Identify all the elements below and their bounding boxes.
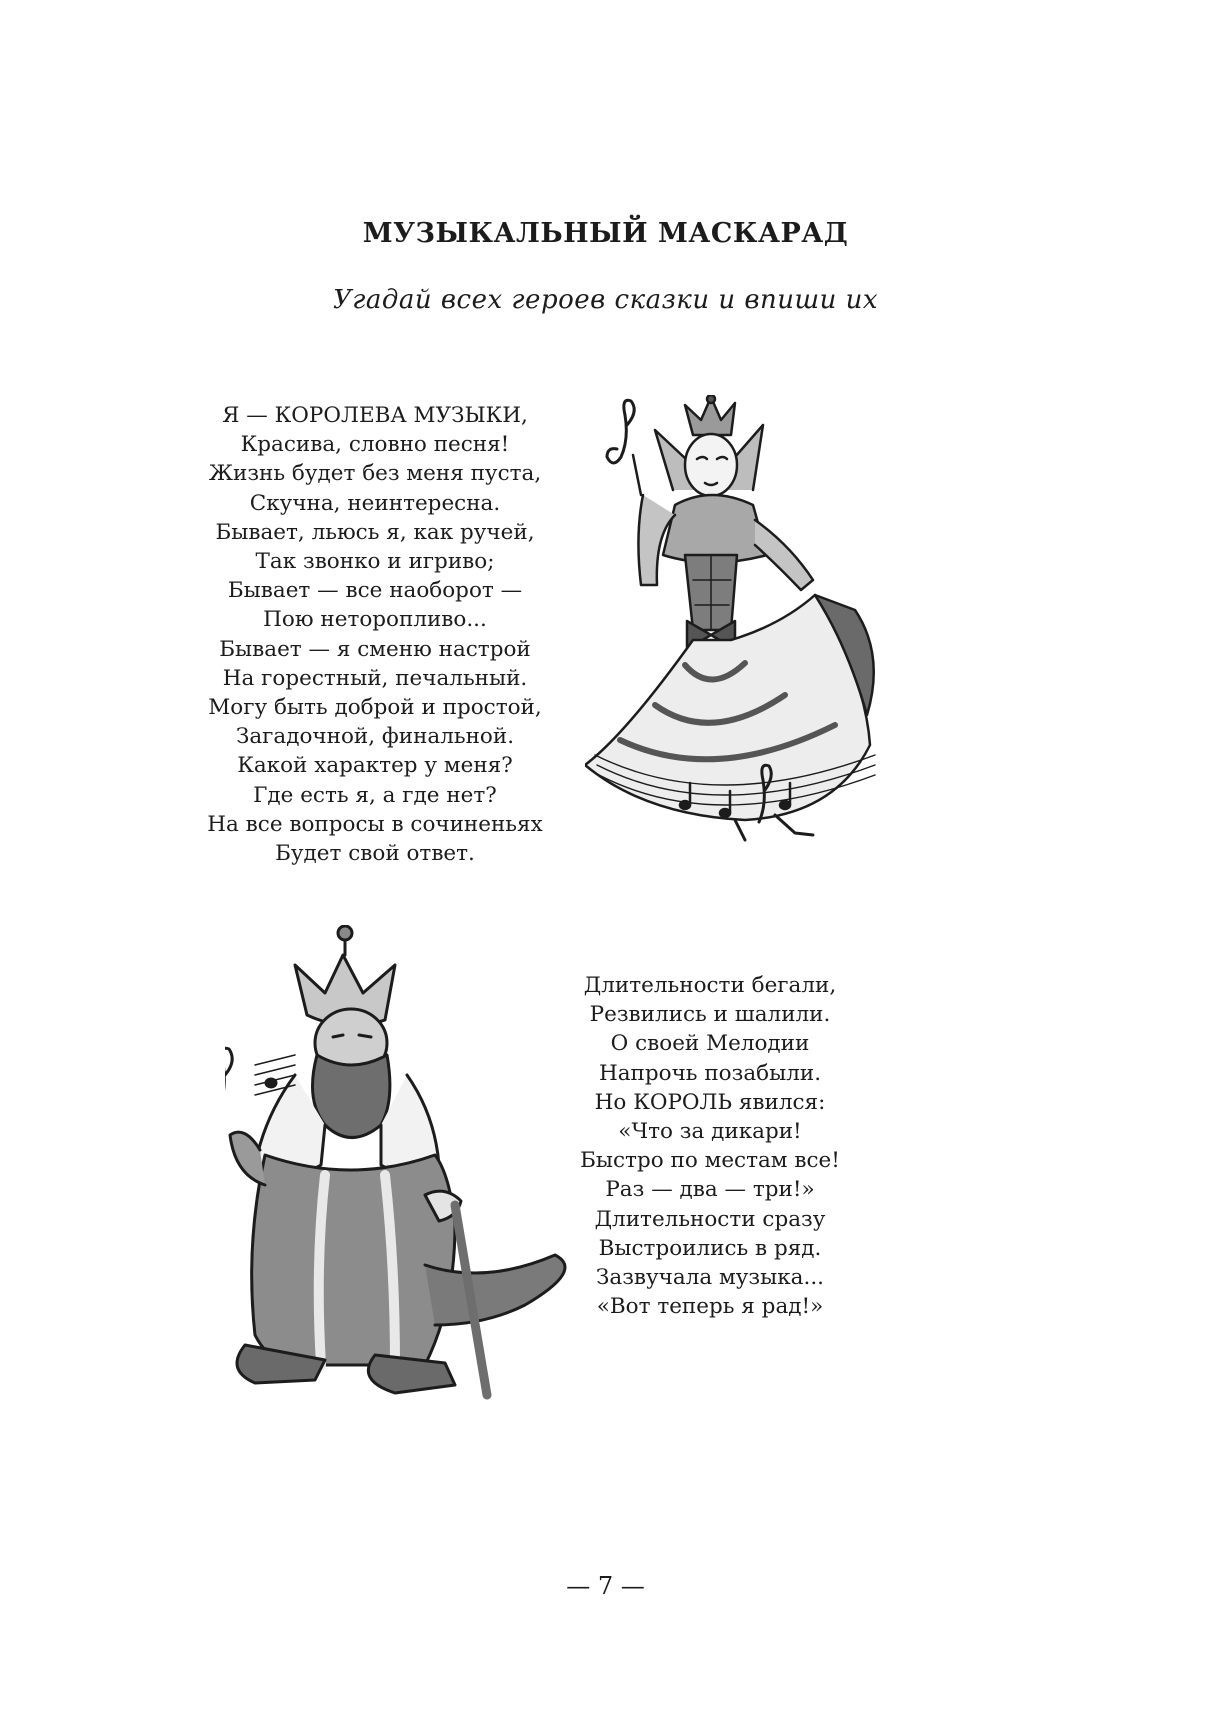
poem-line: «Вот теперь я рад!»	[596, 1294, 824, 1320]
queen-of-music-illustration	[585, 395, 890, 915]
page-subtitle: Угадай всех героев сказки и впиши их	[332, 285, 879, 315]
poem-line: Я — КОРОЛЕВА МУЗЫКИ,	[222, 403, 528, 428]
poem-line: Длительности сразу	[594, 1206, 826, 1232]
poem-line: Длительности бегали,	[583, 973, 837, 998]
poem-line: Быстро по местам все!	[580, 1148, 840, 1174]
page-title: МУЗЫКАЛЬНЫЙ МАСКАРАД	[362, 218, 849, 249]
poem-line: О своей Мелодии	[610, 1031, 810, 1057]
poem-line: Красива, словно песня!	[240, 432, 510, 458]
poem-king	[560, 971, 860, 1321]
poem-line: Бывает — я сменю настрой	[219, 636, 531, 662]
poem-line: Какой характер у меня?	[237, 753, 513, 779]
poem-line: Зазвучала музыка...	[595, 1265, 824, 1291]
poem-queen	[175, 401, 575, 868]
poem-line: Напрочь позабыли.	[598, 1060, 822, 1086]
poem-line: Скучна, неинтересна.	[249, 490, 501, 516]
poem-line: Жизнь будет без меня пуста,	[208, 461, 542, 487]
poem-line: Могу быть доброй и простой,	[208, 695, 542, 721]
poem-line: Выстроились в ряд.	[598, 1235, 822, 1261]
poem-line: Резвились и шалили.	[589, 1002, 831, 1028]
poem-line: Раз — два — три!»	[605, 1177, 815, 1203]
poem-line: Где есть я, а где нет?	[253, 782, 497, 808]
poem-line: Будет свой ответ.	[275, 841, 475, 867]
poem-line: На все вопросы в сочиненьях	[207, 811, 543, 837]
page-number: — 7 —	[566, 1572, 645, 1600]
poem-line: Загадочной, финальной.	[235, 724, 515, 750]
poem-line: На горестный, печальный.	[222, 665, 528, 691]
poem-line: «Что за дикари!	[618, 1119, 802, 1145]
poem-line: Пою неторопливо...	[263, 607, 487, 633]
poem-line: Бывает — все наоборот —	[227, 578, 523, 604]
poem-line: Бывает, льюсь я, как ручей,	[215, 519, 535, 545]
poem-line: Так звонко и игриво;	[255, 549, 495, 575]
poem-line: Но КОРОЛЬ явился:	[594, 1089, 826, 1115]
